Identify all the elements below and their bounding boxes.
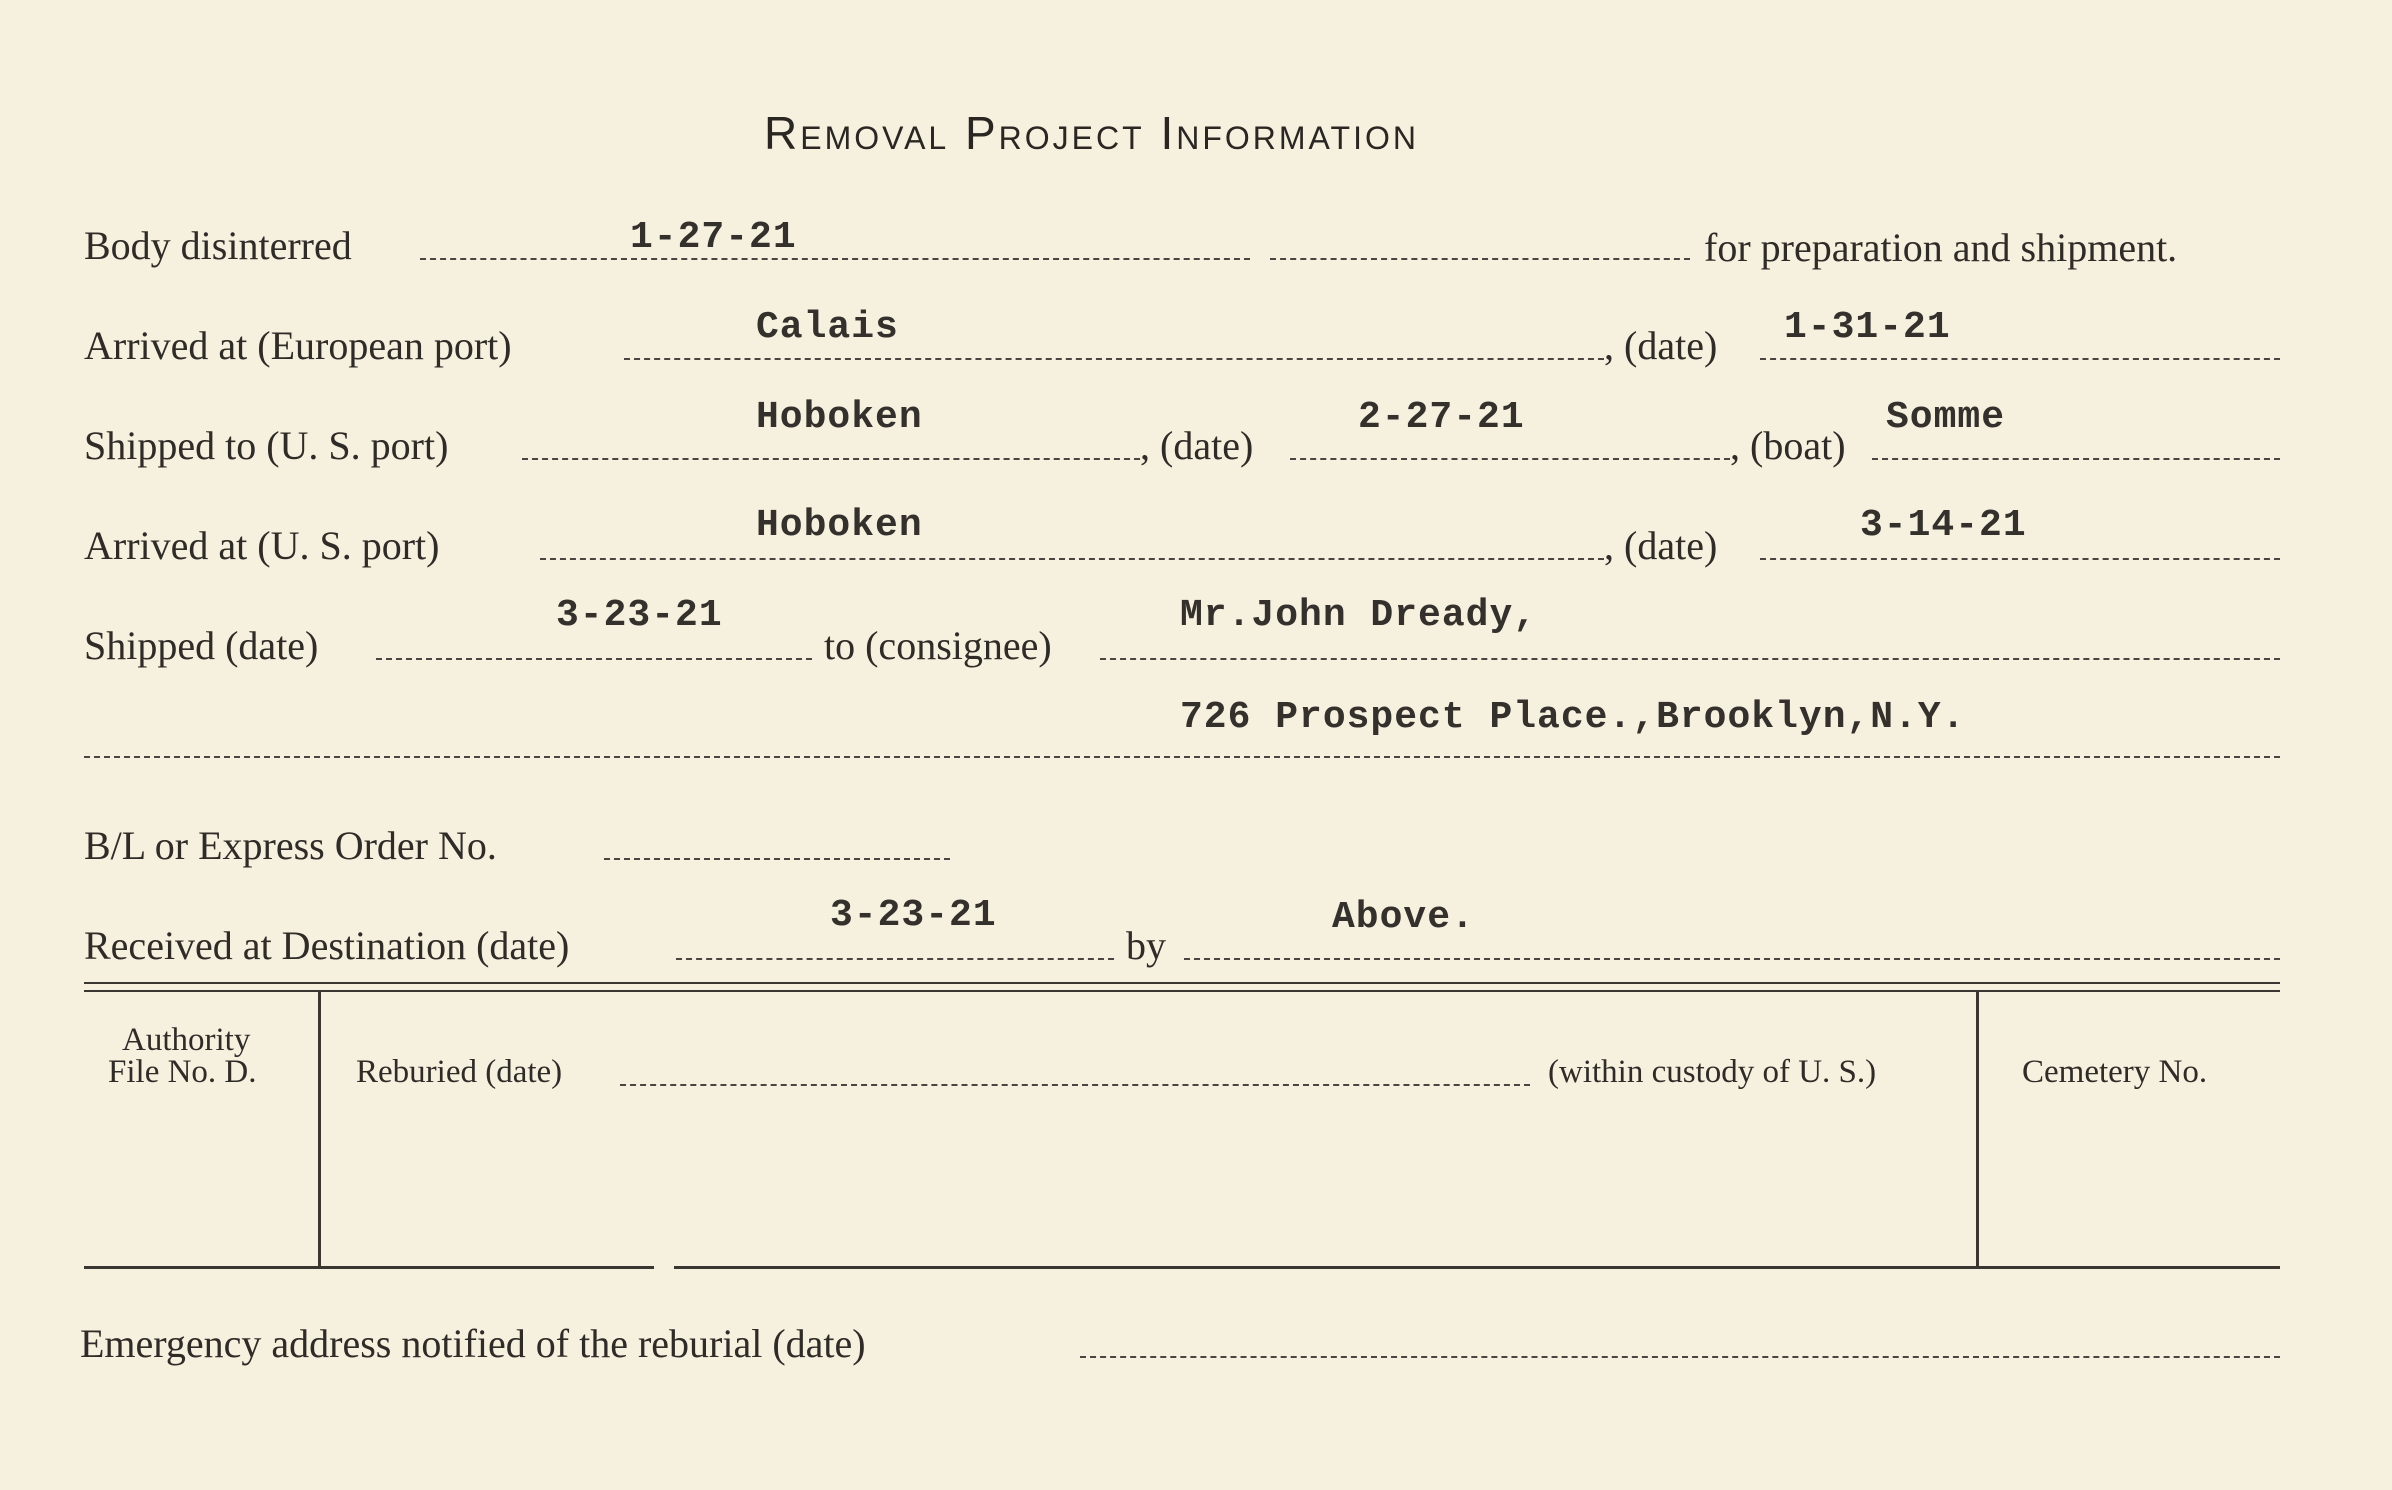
body-disinterred-suffix: for preparation and shipment. xyxy=(1704,225,2178,270)
received-by-value: Above. xyxy=(1332,896,1475,939)
body-disinterred-label: Body disinterred xyxy=(84,223,352,268)
body-disinterred-line xyxy=(420,258,1250,260)
boat-label: , (boat) xyxy=(1730,423,1846,468)
shipped-date-label: Shipped (date) xyxy=(84,623,319,668)
reburied-label: Reburied (date) xyxy=(356,1054,563,1090)
received-label: Received at Destination (date) xyxy=(84,923,570,968)
consignee-label: to (consignee) xyxy=(824,623,1052,668)
shipped-to-date-label: , (date) xyxy=(1140,423,1254,468)
consignee-address: 726 Prospect Place.,Brooklyn,N.Y. xyxy=(1180,696,1966,739)
bl-line xyxy=(604,858,950,860)
received-by-label: by xyxy=(1126,923,1166,968)
arrived-us-line xyxy=(540,558,1604,560)
arrived-european-line xyxy=(624,358,1604,360)
shipped-date-line xyxy=(376,658,812,660)
arrived-us-date-label: , (date) xyxy=(1604,523,1718,568)
consignee-line xyxy=(1100,658,2280,660)
arrived-european-date-label: , (date) xyxy=(1604,323,1718,368)
address-line xyxy=(84,756,2280,758)
table-divider-right xyxy=(1976,992,1979,1266)
table-top-rule xyxy=(84,982,2280,984)
boat-line xyxy=(1872,458,2280,460)
shipped-to-date-value: 2-27-21 xyxy=(1358,396,1525,439)
received-value: 3-23-21 xyxy=(830,894,997,937)
bl-label: B/L or Express Order No. xyxy=(84,823,497,868)
form-title: Removal Project Information xyxy=(764,107,1419,159)
table-top-rule-2 xyxy=(84,990,2280,992)
cemetery-label: Cemetery No. xyxy=(2022,1054,2208,1090)
custody-label: (within custody of U. S.) xyxy=(1548,1054,1877,1090)
reburied-line xyxy=(620,1084,1530,1086)
arrived-european-value: Calais xyxy=(756,306,899,349)
arrived-european-label: Arrived at (European port) xyxy=(84,323,512,368)
authority-label-line1: Authority xyxy=(122,1022,251,1058)
table-bottom-rule-2 xyxy=(674,1266,1976,1269)
received-line xyxy=(676,958,1114,960)
received-by-line xyxy=(1184,958,2280,960)
table-bottom-rule-3 xyxy=(1976,1266,2280,1269)
body-disinterred-value: 1-27-21 xyxy=(630,216,797,259)
arrived-us-label: Arrived at (U. S. port) xyxy=(84,523,440,568)
emergency-line xyxy=(1080,1356,2280,1358)
table-divider-left xyxy=(318,992,321,1266)
arrived-us-value: Hoboken xyxy=(756,504,923,547)
shipped-to-value: Hoboken xyxy=(756,396,923,439)
authority-label-line2: File No. D. xyxy=(108,1054,257,1090)
emergency-label: Emergency address notified of the reburial (date) xyxy=(80,1321,866,1366)
arrived-us-date-line xyxy=(1760,558,2280,560)
boat-value: Somme xyxy=(1886,396,2006,439)
arrived-european-date-value: 1-31-21 xyxy=(1784,306,1951,349)
consignee-name: Mr.John Dready, xyxy=(1180,594,1538,637)
body-disinterred-line-2 xyxy=(1270,258,1690,260)
shipped-to-label: Shipped to (U. S. port) xyxy=(84,423,449,468)
shipped-date-value: 3-23-21 xyxy=(556,594,723,637)
shipped-to-line xyxy=(522,458,1140,460)
shipped-to-date-line xyxy=(1290,458,1730,460)
arrived-us-date-value: 3-14-21 xyxy=(1860,504,2027,547)
table-bottom-rule-1 xyxy=(84,1266,654,1269)
arrived-european-date-line xyxy=(1760,358,2280,360)
